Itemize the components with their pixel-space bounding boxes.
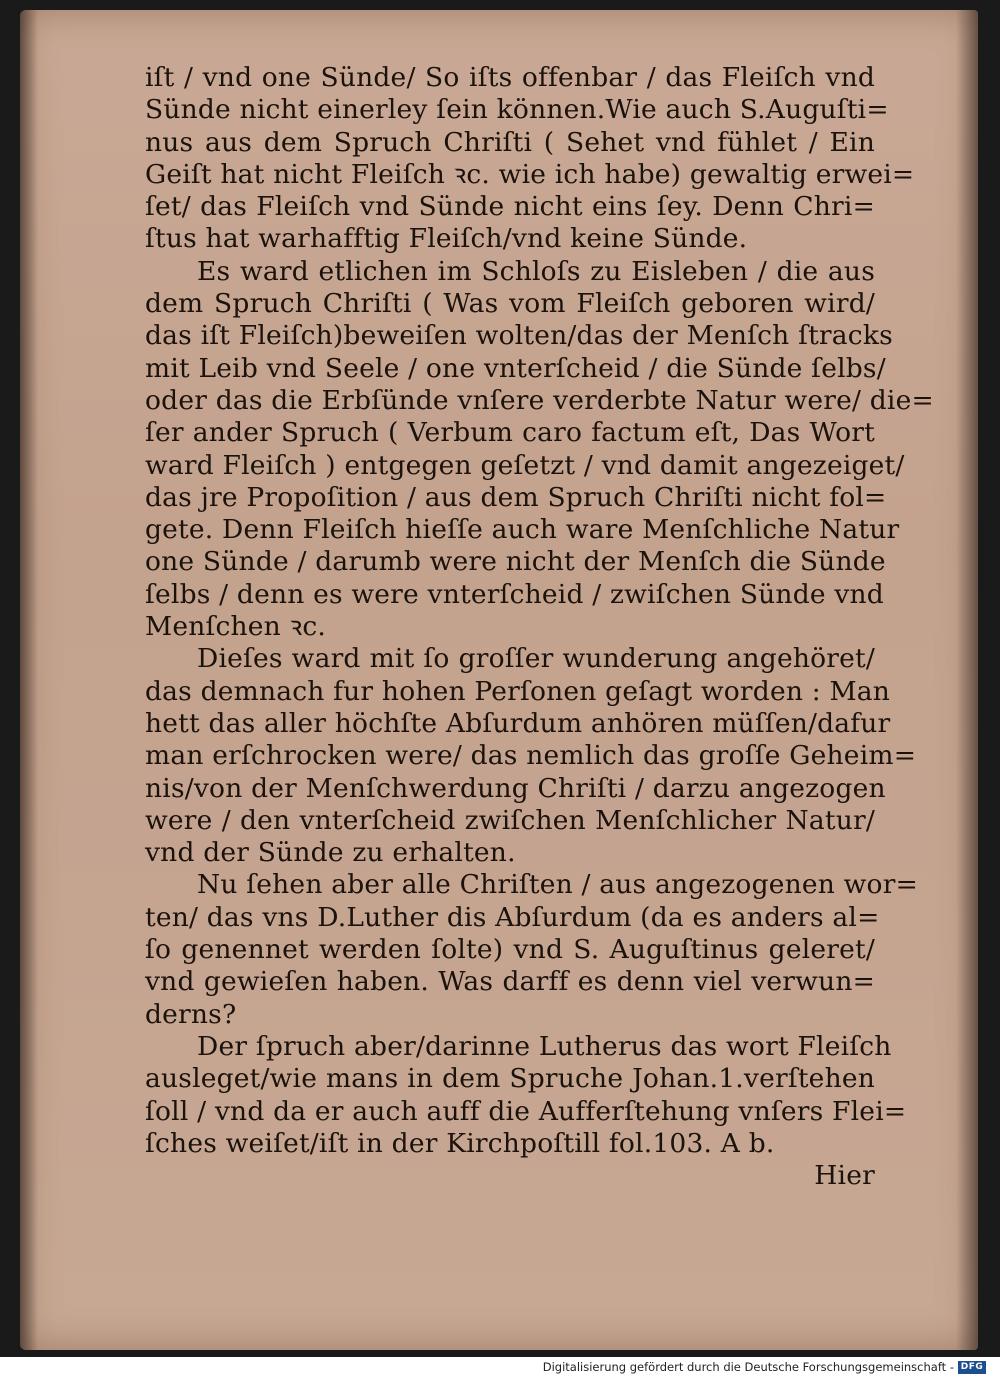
text-line: Der ſpruch aber/darinne Lutherus das wort Fleiſch [197,1030,892,1062]
text-line: ſches weiſet/iſt in der Kirchpoſtill fol.103. A b. [145,1127,775,1159]
text-line: Dieſes ward mit ſo groſſer wunderung angehöret/ [197,643,875,675]
text-line: ſoll / vnd da er auch auff die Aufferſtehung vnſers Flei= [145,1095,907,1127]
text-line: ſet/ das Fleiſch vnd Sünde nicht eins ſey. Denn Chri= [145,191,875,223]
text-line: were / den vnterſcheid zwiſchen Menſchlicher Natur/ [145,804,875,836]
page-edge-shadow [956,10,978,1350]
text-line: das jre Propoſition / aus dem Spruch Chriſti nicht fol= [145,481,887,513]
text-line: ſer ander Spruch ( Verbum caro factum eſt, Das Wort [145,417,875,449]
catchword: Hier [814,1160,875,1192]
text-line: das iſt Fleiſch)beweiſen wolten/das der Menſch ſtracks [145,320,893,352]
text-line: Sünde nicht einerley ſein können.Wie auch S.Auguſti= [145,94,889,126]
text-line: Geiſt hat nicht Fleiſch ꝛc. wie ich habe) gewaltig erwei= [145,158,915,190]
text-line: ten/ das vns D.Luther dis Abſurdum (da es anders al= [145,901,880,933]
text-line: nis/von der Menſchwerdung Chriſti / darzu angezogen [145,772,886,804]
text-line: man erſchrocken were/ das nemlich das groſſe Geheim= [145,740,917,772]
text-line: ſelbs / denn es were vnterſcheid / zwiſchen Sünde vnd [145,578,884,610]
text-line: Es ward etlichen im Schloſs zu Eisleben / die aus [197,255,875,287]
text-line: ward Fleiſch ) entgegen geſetzt / vnd damit angezeiget/ [145,449,905,481]
text-line: gete. Denn Fleiſch hieſſe auch ware Menſchliche Natur [145,514,900,546]
text-line: Nu ſehen aber alle Chriſten / aus angezogenen wor= [197,869,918,901]
text-line: vnd der Sünde zu erhalten. [145,837,516,869]
text-line: one Sünde / darumb were nicht der Menſch die Sünde [145,546,886,578]
text-line: derns? [145,998,237,1030]
text-line: ſo genennet werden ſolte) vnd S. Auguſtinus geleret/ [145,934,875,966]
text-line: mit Leib vnd Seele / one vnterſcheid / die Sünde ſelbs/ [145,352,886,384]
text-line: iſt / vnd one Sünde/ So iſts offenbar / das Fleiſch vnd [145,62,875,93]
text-line: Menſchen ꝛc. [145,611,327,643]
dfg-logo: DFG [958,1361,986,1374]
funding-credit: Digitalisierung gefördert durch die Deutsche Forschungsgemeinschaft - [542,1360,954,1374]
page-gutter-shadow [20,10,38,1350]
text-line: ausleget/wie mans in dem Spruche Johan.1.verſtehen [145,1063,875,1095]
body-text [145,62,934,1192]
text-line: oder das die Erbſünde vnſere verderbte Natur were/ die= [145,384,934,416]
text-line: nus aus dem Spruch Chriſti ( Sehet vnd fühlet / Ein [145,126,875,158]
text-line: vnd gewieſen haben. Was darff es denn viel verwun= [145,966,875,998]
text-line: hett das aller höchſte Abſurdum anhören müſſen/dafur [145,707,891,739]
text-line: das demnach fur hohen Perſonen geſagt worden : Man [145,675,891,707]
text-line: dem Spruch Chriſti ( Was vom Fleiſch geboren wird/ [145,288,875,320]
text-line: ſtus hat warhafftig Fleiſch/vnd keine Sünde. [145,223,748,255]
